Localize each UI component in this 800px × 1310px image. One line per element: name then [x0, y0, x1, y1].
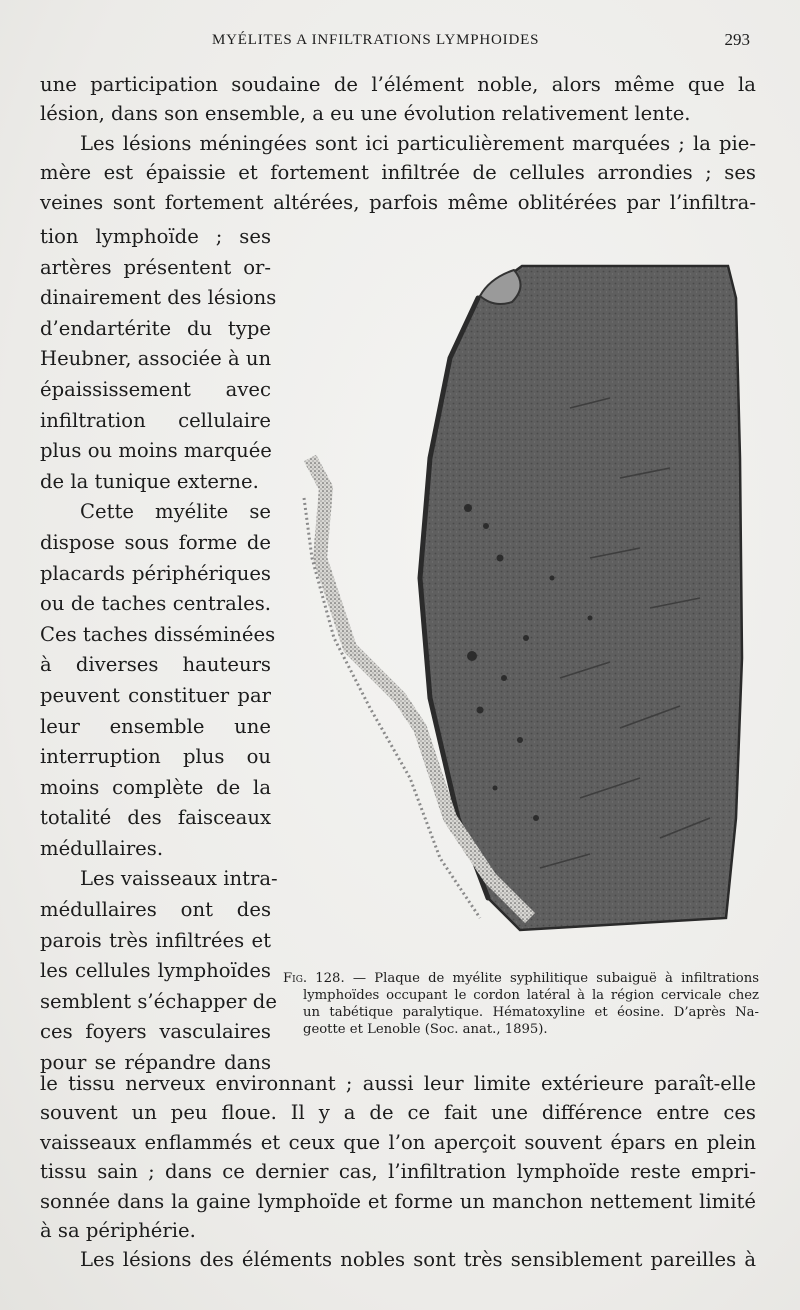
- text-line: infiltration cellulaire: [40, 408, 271, 432]
- text-line: souvent un peu floue. Il y a de ce fait une différence entre ces: [40, 1101, 756, 1125]
- text-line: les cellules lymphoïdes: [40, 959, 271, 983]
- text-line: à sa périphérie.: [40, 1219, 196, 1243]
- text-line: tissu sain ; dans ce dernier cas, l’infiltration lymphoïde reste empri-: [40, 1160, 756, 1184]
- caption-text: Plaque de myélite syphilitique subaiguë à infiltrations: [374, 971, 759, 986]
- text-line: mère est épaissie et fortement infiltrée de cellules arrondies ; ses: [40, 161, 756, 185]
- vessel-outline: [480, 270, 521, 304]
- text-line: moins complète de la: [40, 775, 271, 799]
- bottom-paragraphs: [40, 1069, 756, 1275]
- text-line: dinairement des lésions: [40, 286, 277, 310]
- text-line: totalité des faisceaux: [40, 806, 271, 830]
- text-line: à diverses hauteurs: [40, 653, 271, 677]
- left-column-text: [40, 222, 278, 1079]
- text-line: parois très infiltrées et: [40, 928, 271, 952]
- text-line: médullaires ont des: [40, 898, 271, 922]
- text-line: Ces taches disséminées: [40, 622, 276, 646]
- caption-line: lymphoïdes occupant le cordon latéral à la région cervicale chez: [303, 988, 759, 1003]
- running-title: MYÉLITES A INFILTRATIONS LYMPHOIDES: [212, 32, 540, 48]
- text-line: d’endartérite du type: [40, 316, 271, 340]
- text-line: placards périphériques: [40, 561, 271, 585]
- text-line: veines sont fortement altérées, parfois même oblitérées par l’infiltra-: [40, 190, 756, 214]
- text-line: vaisseaux enflammés et ceux que l’on aperçoit souvent épars en plein: [40, 1130, 756, 1154]
- text-line: de la tunique externe.: [40, 469, 259, 493]
- text-line: Les lésions des éléments nobles sont très sensiblement pareilles à: [80, 1248, 756, 1272]
- text-line: tion lymphoïde ; ses: [40, 225, 271, 248]
- figure-caption: [283, 970, 759, 1038]
- figure-label: Fig. 128.: [283, 971, 345, 986]
- text-line: ces foyers vasculaires: [40, 1020, 271, 1044]
- text-line: sonnée dans la gaine lymphoïde et forme un manchon nettement limité: [40, 1189, 756, 1213]
- text-line: médullaires.: [40, 836, 164, 860]
- text-line: semblent s’échapper de: [40, 989, 277, 1013]
- text-line: Cette myélite se: [80, 500, 271, 524]
- text-line: Les lésions méningées sont ici particulièrement marquées ; la pie-: [80, 131, 756, 155]
- text-line: plus ou moins marquée: [40, 439, 272, 463]
- text-line: leur ensemble une: [40, 714, 271, 738]
- text-line: Les vaisseaux intra-: [80, 867, 278, 891]
- text-line: épaississement avec: [40, 377, 271, 401]
- text-line: lésion, dans son ensemble, a eu une évolution relativement lente.: [40, 102, 691, 126]
- spinal-cord-section: [420, 266, 742, 930]
- text-line: pour se répandre dans: [40, 1051, 271, 1075]
- text-line: le tissu nerveux environnant ; aussi leur limite extérieure paraît-elle: [40, 1072, 756, 1095]
- text-line: une participation soudaine de l’élément noble, alors même que la: [40, 73, 756, 96]
- caption-line: geotte et Lenoble (Soc. anat., 1895).: [303, 1022, 548, 1037]
- text-line: ou de taches centrales.: [40, 592, 271, 616]
- caption-line: un tabétique paralytique. Hématoxyline et éosine. D’après Na-: [303, 1005, 759, 1020]
- histology-figure: [290, 258, 760, 938]
- text-line: interruption plus ou: [40, 745, 271, 769]
- running-header: [0, 28, 800, 58]
- text-line: dispose sous forme de: [40, 530, 271, 554]
- page-number: 293: [724, 30, 750, 49]
- caption-line: Fig. 128. — Plaque de myélite syphilitique subaiguë à infiltrations: [283, 971, 759, 986]
- top-paragraphs: [40, 70, 756, 217]
- text-line: Heubner, associée à un: [40, 347, 272, 371]
- text-line: artères présentent or-: [40, 255, 271, 279]
- text-line: peuvent constituer par: [40, 683, 271, 707]
